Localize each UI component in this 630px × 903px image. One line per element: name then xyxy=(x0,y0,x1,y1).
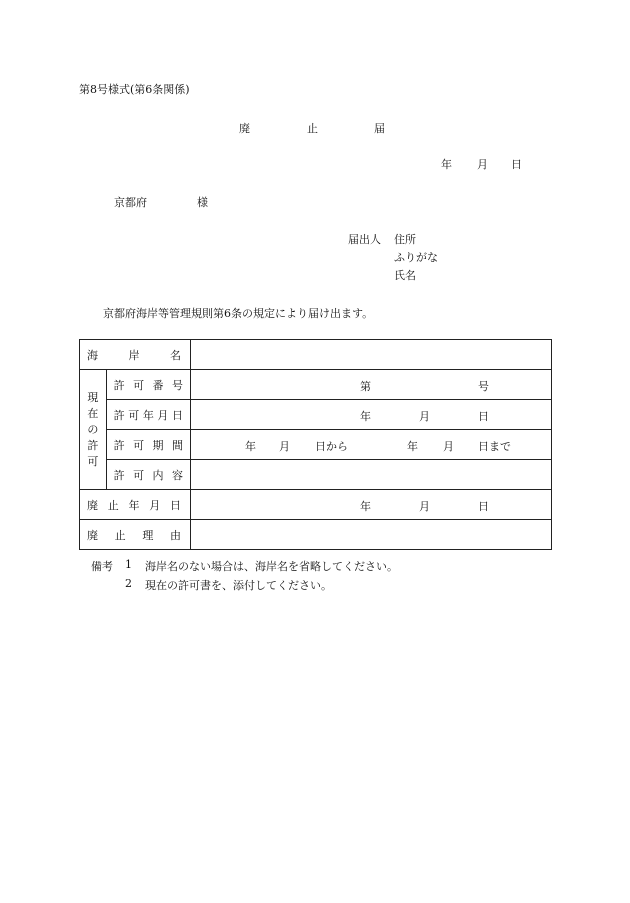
permit-date-day: 日 xyxy=(478,410,489,423)
permit-number-suffix: 号 xyxy=(478,380,489,393)
label-char: 岸 xyxy=(128,348,140,362)
label-char: 号 xyxy=(171,378,183,392)
label-char: 海 xyxy=(87,348,98,362)
note-text: 現在の許可書を、添付してください。 xyxy=(145,579,332,592)
label-char: 許 xyxy=(113,468,125,482)
abolish-date-day: 日 xyxy=(478,500,489,513)
permit-period-label xyxy=(106,430,190,460)
date-day: 日 xyxy=(511,158,522,171)
form-table xyxy=(79,339,552,550)
permit-date-year: 年 xyxy=(360,410,371,423)
title-char: 止 xyxy=(307,122,318,135)
label-char: 止 xyxy=(114,528,126,542)
label-char: 廃 xyxy=(87,528,98,542)
permit-number-label xyxy=(106,370,190,400)
abolish-date-month: 月 xyxy=(419,500,430,513)
period-to-day: 日まで xyxy=(478,440,511,453)
label-char: 期 xyxy=(152,438,164,452)
abolish-reason-label xyxy=(80,520,191,550)
abolish-date-year: 年 xyxy=(360,500,371,513)
label-char: 日 xyxy=(171,408,183,422)
label-char: 名 xyxy=(170,348,181,362)
label-char: 現 xyxy=(87,390,99,404)
current-permit-label xyxy=(80,370,107,490)
statement: 京都府海岸等管理規則第6条の規定により届け出ます。 xyxy=(103,307,374,320)
label-char: 年 xyxy=(128,498,140,512)
label-char: 内 xyxy=(152,468,164,482)
label-char: 許 xyxy=(87,438,99,452)
permit-number-prefix: 第 xyxy=(360,380,371,393)
label-char: の xyxy=(87,422,99,436)
permit-period-field[interactable] xyxy=(191,430,552,460)
label-char: 許 xyxy=(113,438,125,452)
permit-content-label xyxy=(106,460,190,490)
abolish-date-label xyxy=(80,490,191,520)
title-char: 廃 xyxy=(239,122,250,135)
label-char: 可 xyxy=(133,378,145,392)
label-char: 月 xyxy=(157,408,169,422)
label-char: 可 xyxy=(133,438,145,452)
row-permit-number xyxy=(80,370,552,400)
label-char: 可 xyxy=(128,408,140,422)
label-char: 止 xyxy=(107,498,119,512)
label-char: 年 xyxy=(142,408,154,422)
label-char: 間 xyxy=(171,438,183,452)
label-char: 日 xyxy=(170,498,181,512)
applicant-name: 氏名 xyxy=(394,269,416,282)
note-number: 2 xyxy=(125,577,132,590)
applicant-label: 届出人 xyxy=(348,233,381,246)
coast-name-label xyxy=(80,340,191,370)
row-abolish-reason xyxy=(80,520,552,550)
period-to-month: 月 xyxy=(443,440,454,453)
date-month: 月 xyxy=(477,158,488,171)
label-char: 廃 xyxy=(87,498,98,512)
label-char: 理 xyxy=(142,528,154,542)
abolish-reason-field[interactable] xyxy=(191,520,552,550)
permit-date-label xyxy=(106,400,190,430)
period-to-year: 年 xyxy=(407,440,418,453)
coast-name-field[interactable] xyxy=(191,340,552,370)
applicant-address: 住所 xyxy=(394,233,416,246)
date-year: 年 xyxy=(441,158,452,171)
applicant-furigana: ふりがな xyxy=(394,251,438,264)
label-char: 可 xyxy=(133,468,145,482)
period-from-day: 日から xyxy=(315,440,348,453)
form-id: 第8号様式(第6条関係) xyxy=(79,83,190,96)
title-char: 届 xyxy=(374,122,385,135)
row-coast-name xyxy=(80,340,552,370)
label-char: 許 xyxy=(113,378,125,392)
row-abolish-date xyxy=(80,490,552,520)
permit-date-month: 月 xyxy=(419,410,430,423)
permit-date-field[interactable] xyxy=(191,400,552,430)
notes-label: 備考 xyxy=(91,560,113,573)
row-permit-period xyxy=(80,430,552,460)
label-char: 番 xyxy=(152,378,164,392)
permit-number-field[interactable] xyxy=(191,370,552,400)
permit-content-field[interactable] xyxy=(191,460,552,490)
row-permit-date xyxy=(80,400,552,430)
note-number: 1 xyxy=(125,558,132,571)
period-from-year: 年 xyxy=(245,440,256,453)
addressee-office: 京都府 xyxy=(114,196,147,209)
label-char: 月 xyxy=(149,498,161,512)
addressee-honorific: 様 xyxy=(197,196,208,209)
period-from-month: 月 xyxy=(279,440,290,453)
label-char: 可 xyxy=(87,454,99,468)
abolish-date-field[interactable] xyxy=(191,490,552,520)
label-char: 許 xyxy=(113,408,125,422)
label-char: 由 xyxy=(169,528,181,542)
label-char: 容 xyxy=(171,468,183,482)
label-char: 在 xyxy=(87,406,99,420)
note-text: 海岸名のない場合は、海岸名を省略してください。 xyxy=(145,560,398,573)
row-permit-content xyxy=(80,460,552,490)
